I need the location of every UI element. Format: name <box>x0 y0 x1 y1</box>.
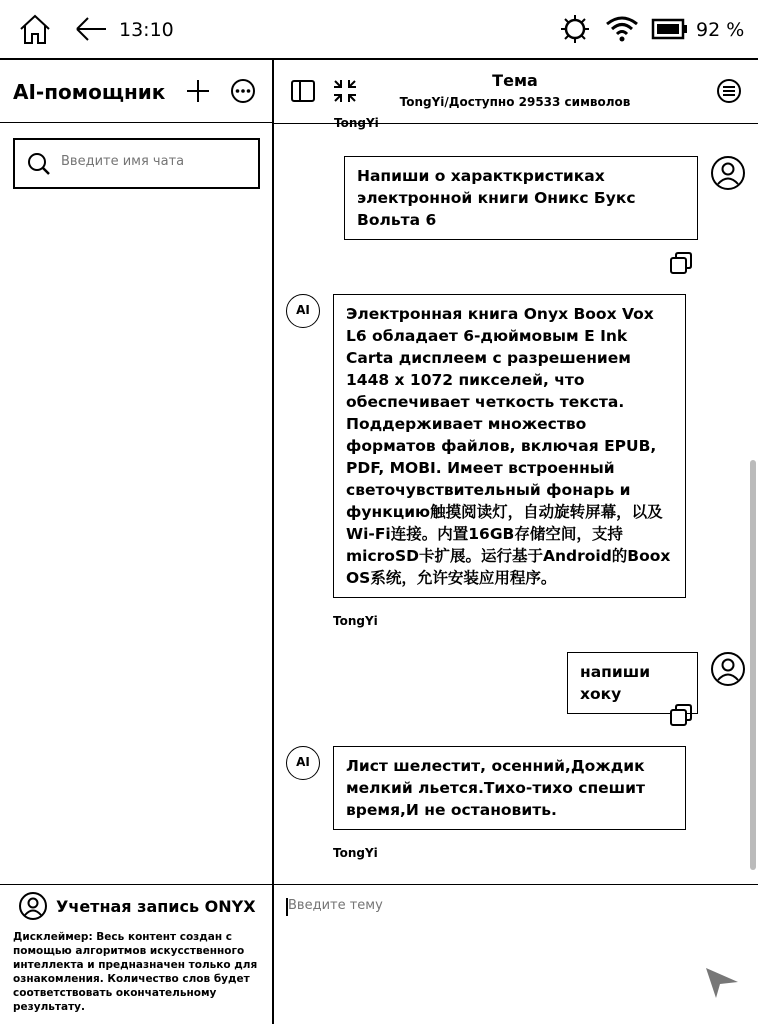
user-message: напиши хоку <box>567 652 698 714</box>
chat-search-input[interactable] <box>61 154 251 169</box>
user-avatar-icon <box>710 155 746 191</box>
ai-avatar: AI <box>286 294 320 328</box>
battery-icon <box>652 18 688 40</box>
sender-label: TongYi <box>333 614 378 628</box>
panel-title: AI-помощник <box>13 80 166 104</box>
battery-percentage: 92 % <box>696 19 745 41</box>
sender-label: TongYi <box>333 846 378 860</box>
ai-message: Лист шелестит, осенний,Дождик мелкий льется.Тихо-тихо спешит время,И не остановить. <box>333 746 686 830</box>
more-options-icon[interactable] <box>229 77 257 105</box>
user-avatar-icon <box>710 651 746 687</box>
home-icon[interactable] <box>18 12 52 46</box>
ai-message: Электронная книга Onyx Boox Vox L6 обладает 6-дюймовым E Ink Carta дисплеем с разрешением 1448 x 1072 пикселей, что обеспечивает четкость текста. Поддерживает множество форматов файлов, включая EPUB, PDF, MOBI. Имеет встроенный светочувствительный фонарь и функцию触摸阅读灯，自动旋转屏幕，以及Wi-Fi连接。内置16GB存储空间，支持microSD卡扩展。运行基于Android的Boox OS系统，允许安装应用程序。 <box>333 294 686 598</box>
menu-icon[interactable] <box>715 77 743 105</box>
send-icon[interactable] <box>704 964 740 1000</box>
copy-icon[interactable] <box>669 251 693 275</box>
ai-avatar: AI <box>286 746 320 780</box>
sender-label: TongYi <box>334 116 379 130</box>
divider <box>0 122 272 123</box>
chat-search-box[interactable] <box>13 138 260 189</box>
disclaimer-text: Дисклеймер: Весь контент создан с помощью алгоритмов искусственного интеллекта и предназначен только для ознакомления. Количество слов будет соответствовать окончательному результату. <box>13 931 258 1013</box>
new-chat-plus-icon[interactable] <box>185 78 211 104</box>
divider <box>0 58 758 60</box>
collapse-icon[interactable] <box>332 78 358 104</box>
copy-icon[interactable] <box>669 703 693 727</box>
topic-input[interactable] <box>288 898 688 913</box>
chat-title: Тема <box>492 71 538 90</box>
status-bar <box>0 0 758 58</box>
scrollbar[interactable] <box>750 460 756 870</box>
chat-subtitle: TongYi/Доступно 29533 символов <box>399 95 631 109</box>
user-message: Напиши о характкристиках электронной книги Оникс Букс Вольта 6 <box>344 156 698 240</box>
clock: 13:10 <box>119 19 174 41</box>
divider <box>0 884 758 885</box>
chat-messages[interactable] <box>274 116 758 884</box>
wifi-icon[interactable] <box>605 14 639 44</box>
back-arrow-icon[interactable] <box>74 14 108 44</box>
account-label[interactable]: Учетная запись ONYX <box>56 897 256 916</box>
search-icon <box>27 152 51 176</box>
sidebar-toggle-icon[interactable] <box>290 78 316 104</box>
account-icon <box>18 891 48 921</box>
brightness-icon[interactable] <box>560 14 590 44</box>
